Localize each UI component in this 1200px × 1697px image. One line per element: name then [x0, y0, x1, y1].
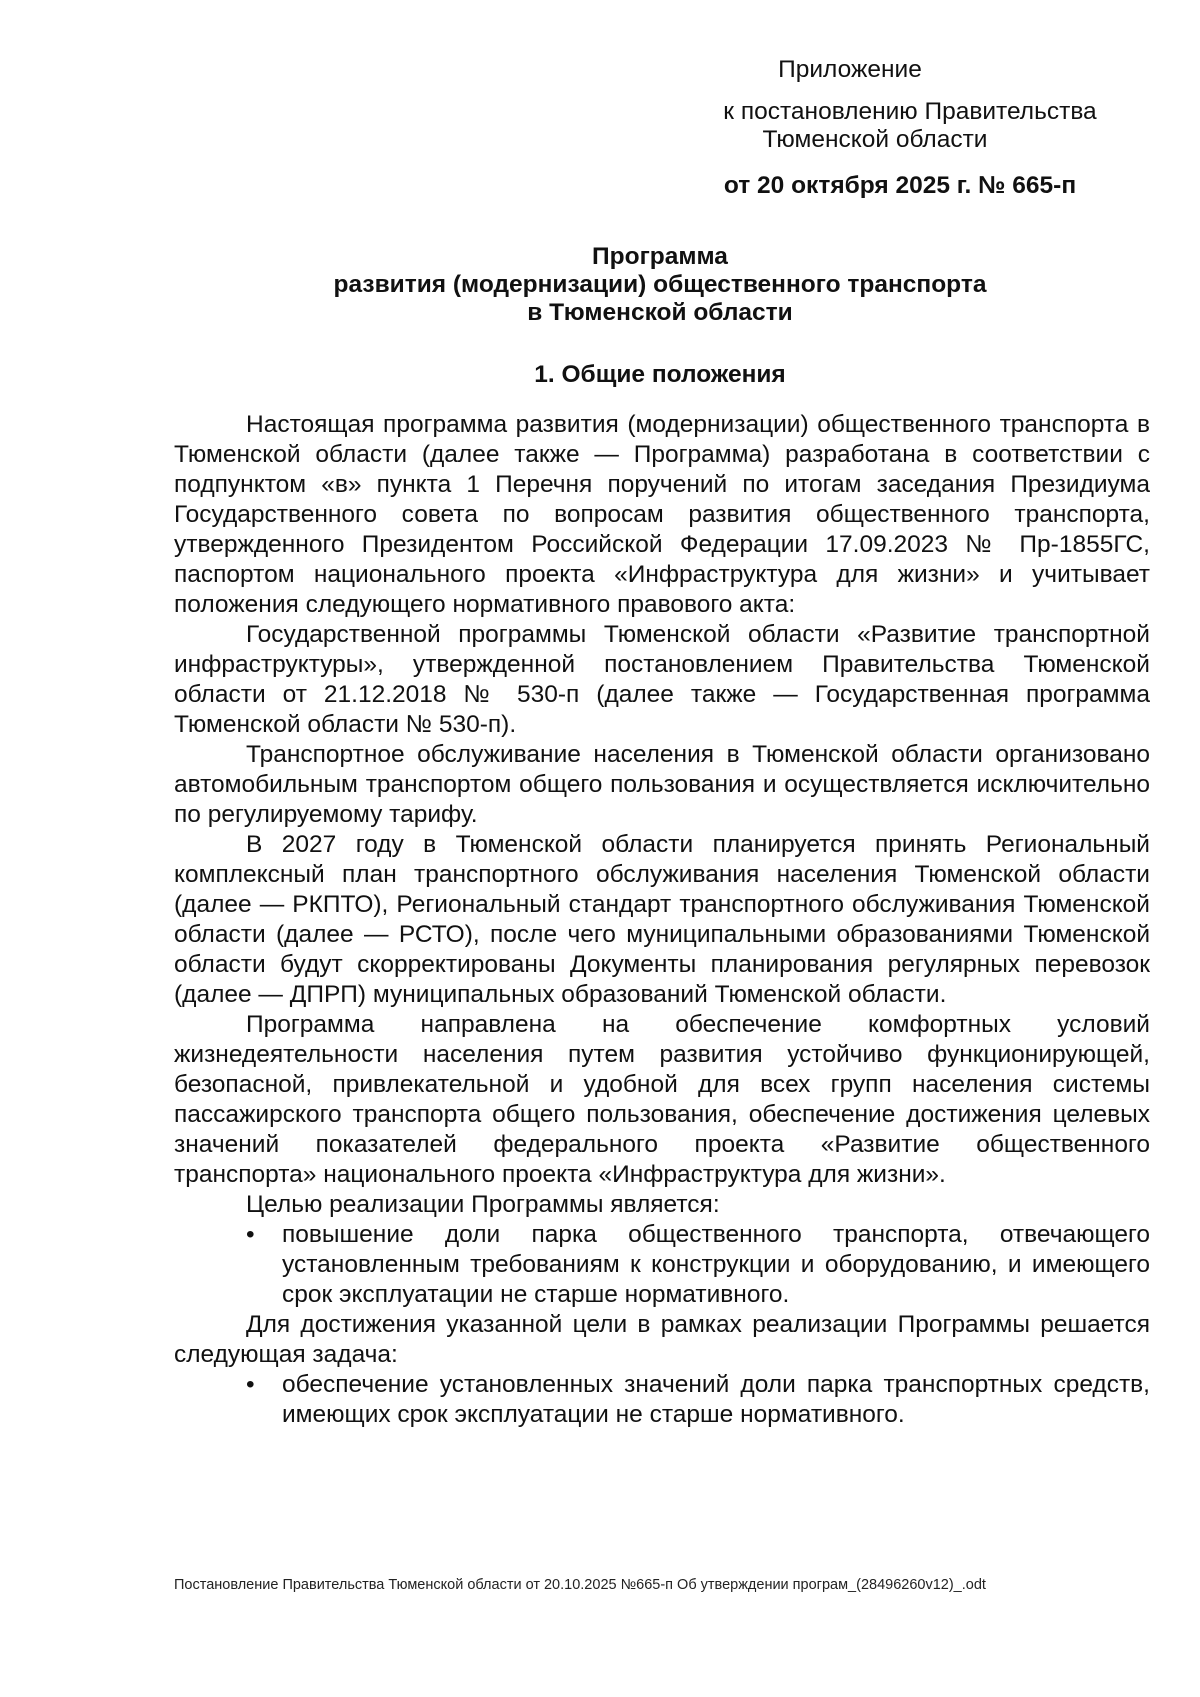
- title-line-3: в Тюменской области: [527, 299, 793, 326]
- section-heading: 1. Общие положения: [534, 361, 786, 388]
- goal-list: [174, 1220, 1150, 1310]
- paragraph-task-intro: Для достижения указанной цели в рамках реализации Программы решается следующая задача:: [174, 1311, 1150, 1368]
- resolution-line-1: к постановлению Правительства: [723, 98, 1097, 125]
- bullet-icon: •: [246, 1371, 255, 1398]
- task-list: [174, 1370, 1150, 1430]
- list-item: [174, 1370, 1150, 1430]
- task-text: обеспечение установленных значений доли парка транспортных средств, имеющих срок эксплуатации не старше нормативного.: [282, 1371, 1150, 1428]
- paragraph-2027-plans: В 2027 году в Тюменской области планируется принять Региональный комплексный план транспортного обслуживания населения Тюменской области (далее — РКПТО), Региональный стандарт транспортного обслуживания Тюменской области (далее — РСТО), после чего муниципальными образованиями Тюменской области будут скорректированы Документы планирования регулярных перевозок (далее — ДПРП) муниципальных образований Тюменской области.: [174, 831, 1150, 1008]
- title-line-1: Программа: [592, 243, 728, 270]
- paragraph-program-aim: Программа направлена на обеспечение комфортных условий жизнедеятельности населения путем развития устойчиво функционирующей, безопасной, привлекательной и удобной для всех групп населения системы пассажирского транспорта общего пользования, обеспечение достижения целевых значений показателей федерального проекта «Развитие общественного транспорта» национального проекта «Инфраструктура для жизни».: [174, 1011, 1150, 1188]
- resolution-date-number: от 20 октября 2025 г. № 665-п: [723, 172, 1077, 199]
- paragraph-state-program: Государственной программы Тюменской области «Развитие транспортной инфраструктуры», утвержденной постановлением Правительства Тюменской области от 21.12.2018 № 530-п (далее также — Государственная программа Тюменской области № 530-п).: [174, 621, 1150, 738]
- appendix-label: Приложение: [778, 56, 922, 83]
- paragraph-transport-service: Транспортное обслуживание населения в Тюменской области организовано автомобильным транспортом общего пользования и осуществляется исключительно по регулируемому тарифу.: [174, 741, 1150, 828]
- title-line-2: развития (модернизации) общественного транспорта: [333, 271, 987, 298]
- list-item: [174, 1220, 1150, 1310]
- page-footer: Постановление Правительства Тюменской области от 20.10.2025 №665-п Об утверждении програм_(28496260v12)_.odt: [174, 1577, 986, 1593]
- document-title: [240, 243, 1080, 327]
- paragraph-intro: Настоящая программа развития (модернизации) общественного транспорта в Тюменской области (далее также — Программа) разработана в соответствии с подпунктом «в» пункта 1 Перечня поручений по итогам заседания Президиума Государственного совета по вопросам развития общественного транспорта, утвержденного Президентом Российской Федерации 17.09.2023 № Пр-1855ГС, паспортом национального проекта «Инфраструктура для жизни» и учитывает положения следующего нормативного правового акта:: [174, 411, 1150, 618]
- document-body: [174, 410, 1150, 1430]
- goal-text: повышение доли парка общественного транспорта, отвечающего установленным требованиям к конструкции и оборудованию, и имеющего срок эксплуатации не старше нормативного.: [282, 1221, 1150, 1308]
- paragraph-goal-intro: Целью реализации Программы является:: [246, 1191, 720, 1218]
- bullet-icon: •: [246, 1221, 255, 1248]
- resolution-line-2: Тюменской области: [762, 126, 988, 153]
